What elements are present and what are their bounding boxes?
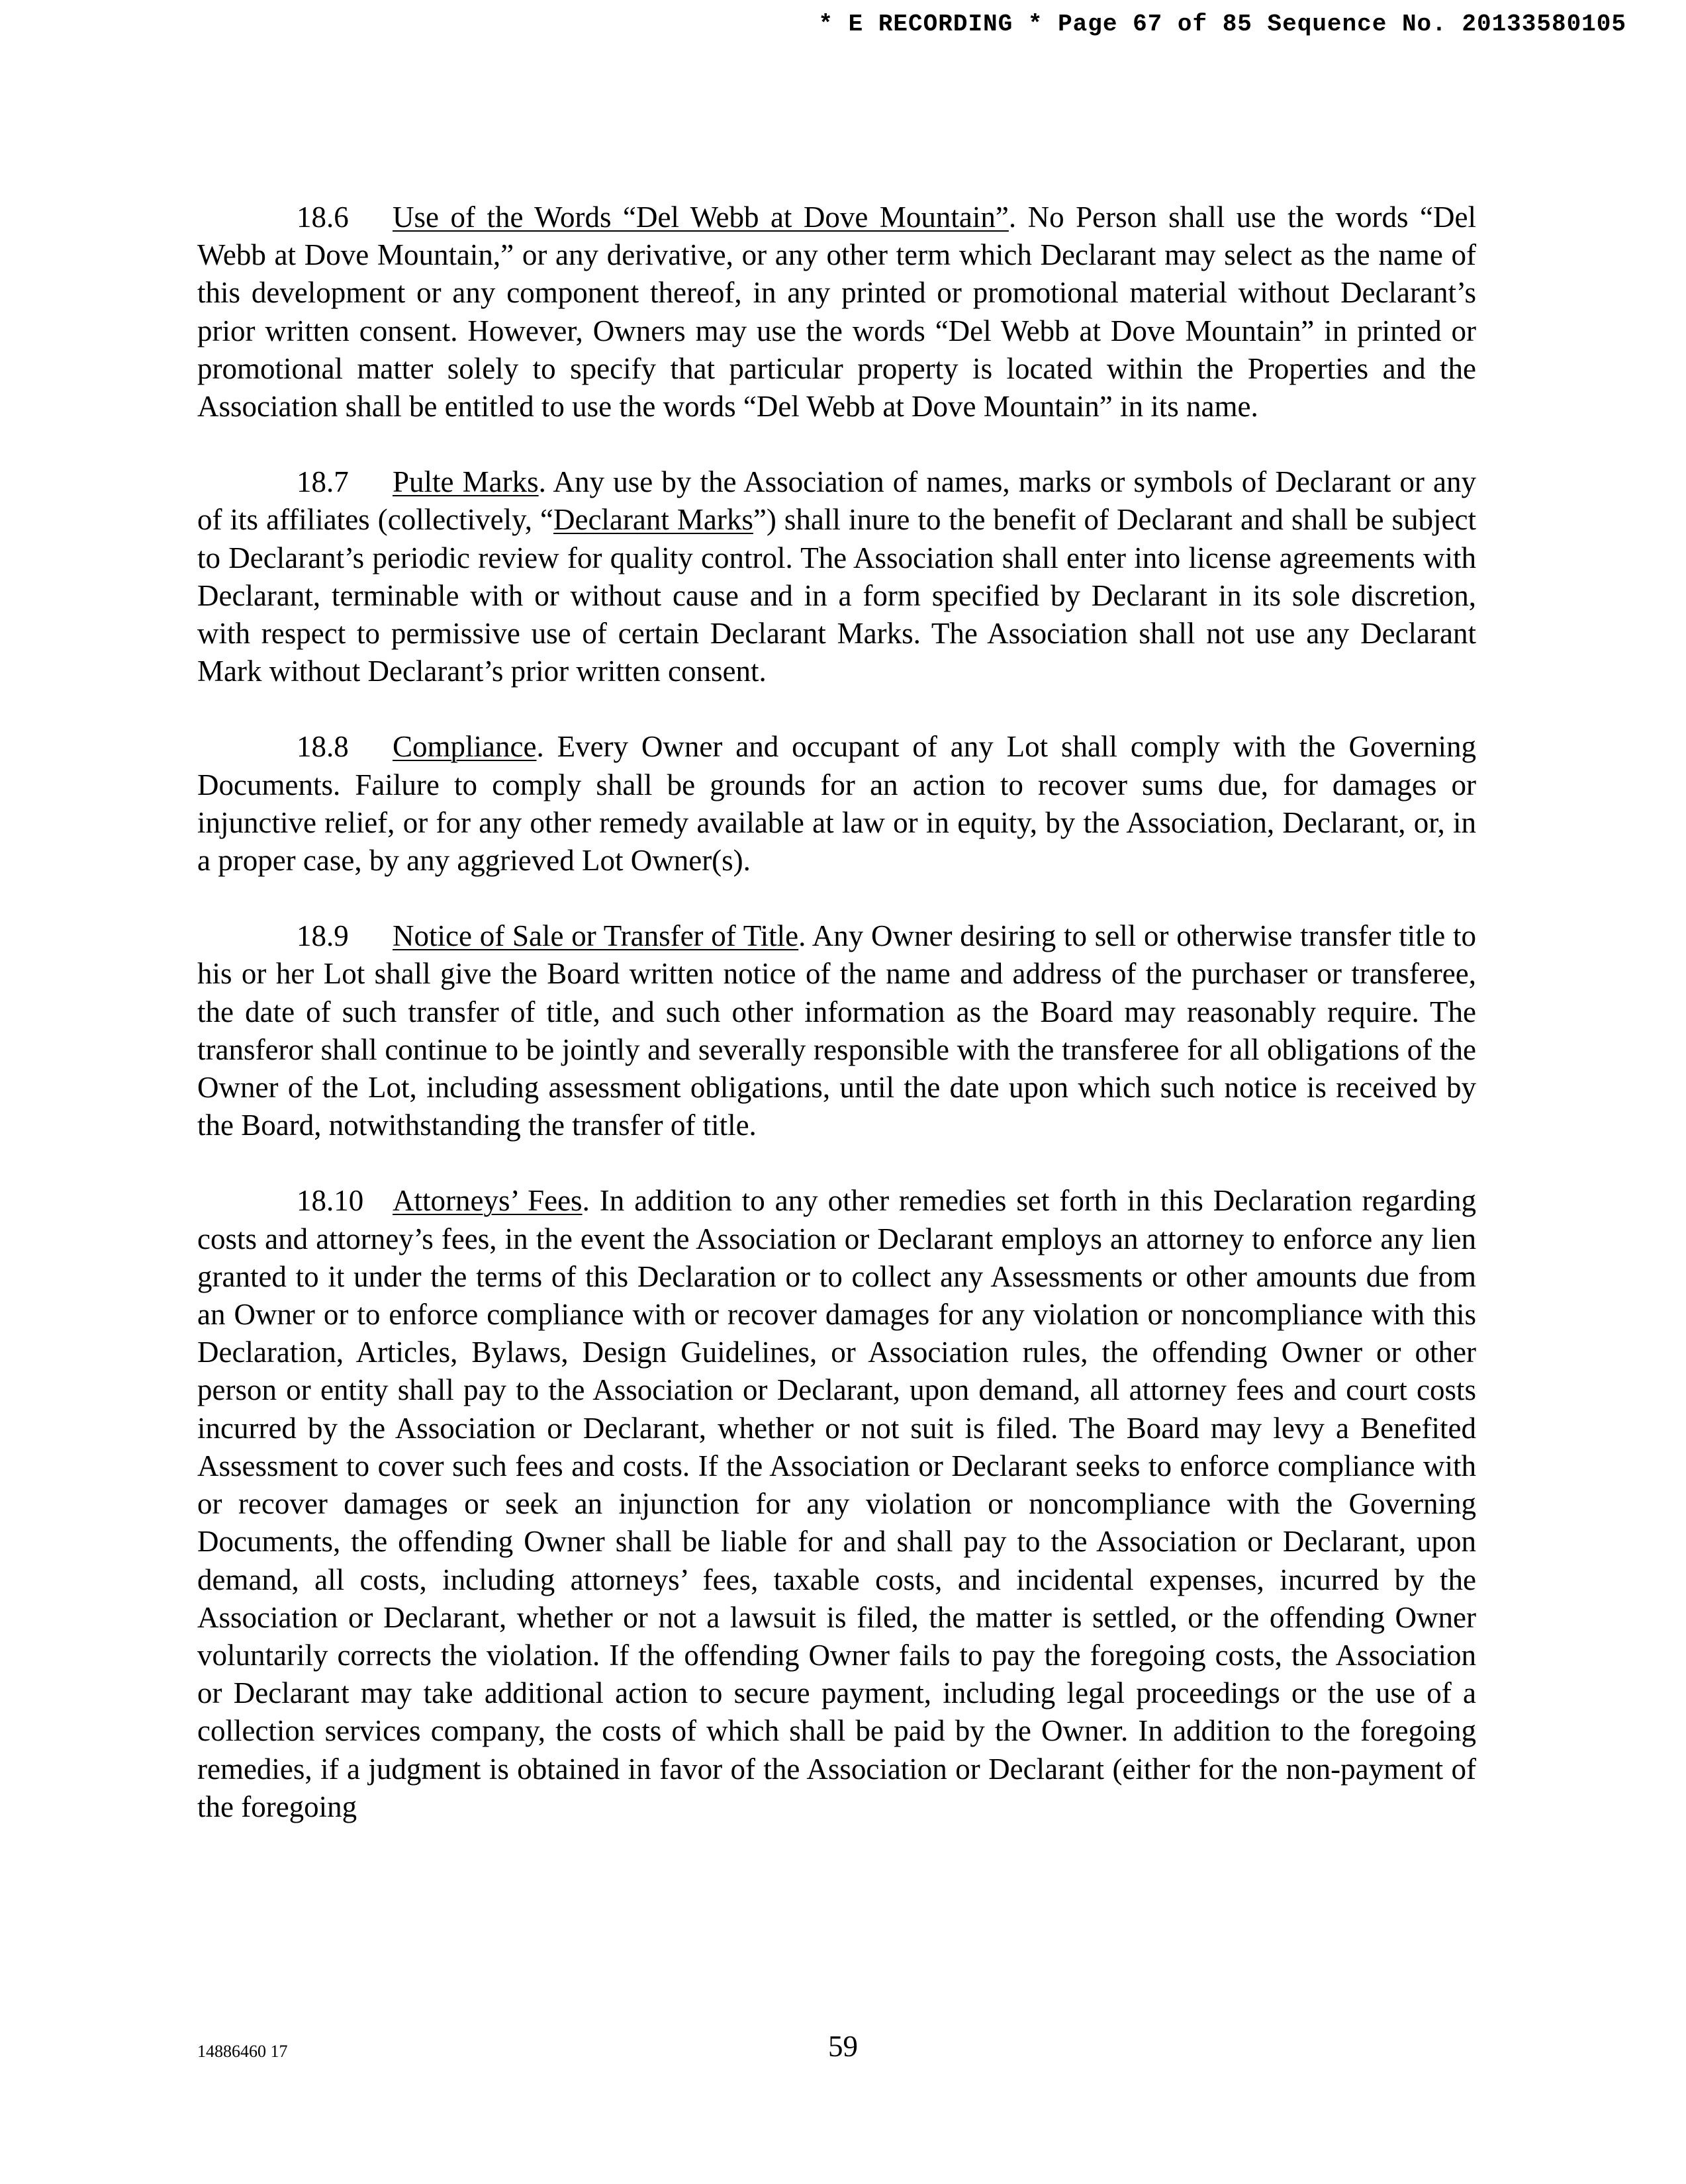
section-number: 18.8 [297,730,349,764]
recording-header: * E RECORDING * Page 67 of 85 Sequence No. 20133580105 [818,11,1626,38]
section-heading: Pulte Marks [393,465,539,499]
section-heading: Compliance [393,730,537,764]
section-text: . Every Owner and occupant of any Lot shall comply with the Governing Documents. Failure to comply shall be grounds for an action to recover sums due, for damages or injunctive relief, or for any other remedy available at law or in equity, by the Association, Declarant, or, in a proper case, by any aggrieved Lot Owner(s). [197,730,1476,878]
section-number: 18.6 [297,201,349,234]
document-body [197,199,1476,1826]
section-text: . No Person shall use the words “Del Webb at Dove Mountain,” or any derivative, or any other term which Declarant may select as the name of this development or any component thereof, in any printed or promotional material without Declarant’s prior written consent. However, Owners may use the words “Del Webb at Dove Mountain” in printed or promotional matter solely to specify that particular property is located within the Properties and the Association shall be entitled to use the words “Del Webb at Dove Mountain” in its name. [197,201,1476,424]
section-text: . In addition to any other remedies set forth in this Declaration regarding costs and attorney’s fees, in the event the Association or Declarant employs an attorney to enforce any lien granted to it under the terms of this Declaration or to collect any Assessments or other amounts due from an Owner or to enforce compliance with or recover damages for any violation or noncompliance with this Declaration, Articles, Bylaws, Design Guidelines, or Association rules, the offending Owner or other person or entity shall pay to the Association or Declarant, upon demand, all attorney fees and court costs incurred by the Association or Declarant, whether or not suit is filed. The Board may levy a Benefited Assessment to cover such fees and costs. If the Association or Declarant seeks to enforce compliance with or recover damages or seek an injunction for any violation or noncompliance with the Governing Documents, the offending Owner shall be liable for and shall pay to the Association or Declarant, upon demand, all costs, including attorneys’ fees, taxable costs, and incidental expenses, incurred by the Association or Declarant, whether or not a lawsuit is filed, the matter is settled, or the offending Owner voluntarily corrects the violation. If the offending Owner fails to pay the foregoing costs, the Association or Declarant may take additional action to secure payment, including legal proceedings or the use of a collection services company, the costs of which shall be paid by the Owner. In addition to the foregoing remedies, if a judgment is obtained in favor of the Association or Declarant (either for the non-payment of the foregoing [197,1184,1477,1823]
section-text-continued: ”) shall inure to the benefit of Declarant and shall be subject to Declarant’s periodic review for quality control. The Association shall enter into license agreements with Declarant, terminable with or without cause and in a form specified by Declarant in its sole discretion, with respect to permissive use of certain Declarant Marks. The Association shall not use any Declarant Mark without Declarant’s prior written consent. [197,503,1477,688]
section-number: 18.7 [297,465,349,499]
section-heading: Notice of Sale or Transfer of Title [393,919,799,953]
section-number: 18.10 [297,1184,364,1218]
section-18-6 [197,199,1476,426]
section-18-9 [197,917,1476,1144]
section-18-7 [197,463,1476,690]
page-number: 59 [828,2030,858,2063]
defined-term: Declarant Marks [553,503,753,537]
section-heading: Attorneys’ Fees [393,1184,583,1218]
section-heading: Use of the Words “Del Webb at Dove Mountain” [393,201,1009,234]
section-number: 18.9 [297,919,349,953]
section-text: . Any use by the Association of names, marks or symbols of Declarant or any of its affiliates (collectively, “ [197,465,1476,537]
document-id: 14886460 17 [197,2042,288,2061]
section-text: . Any Owner desiring to sell or otherwise transfer title to his or her Lot shall give the Board written notice of the name and address of the purchaser or transferee, the date of such transfer of title, and such other information as the Board may reasonably require. The transferor shall continue to be jointly and severally responsible with the transferee for all obligations of the Owner of the Lot, including assessment obligations, until the date upon which such notice is received by the Board, notwithstanding the transfer of title. [197,919,1476,1142]
section-18-8 [197,728,1476,880]
section-18-10 [197,1182,1476,1825]
